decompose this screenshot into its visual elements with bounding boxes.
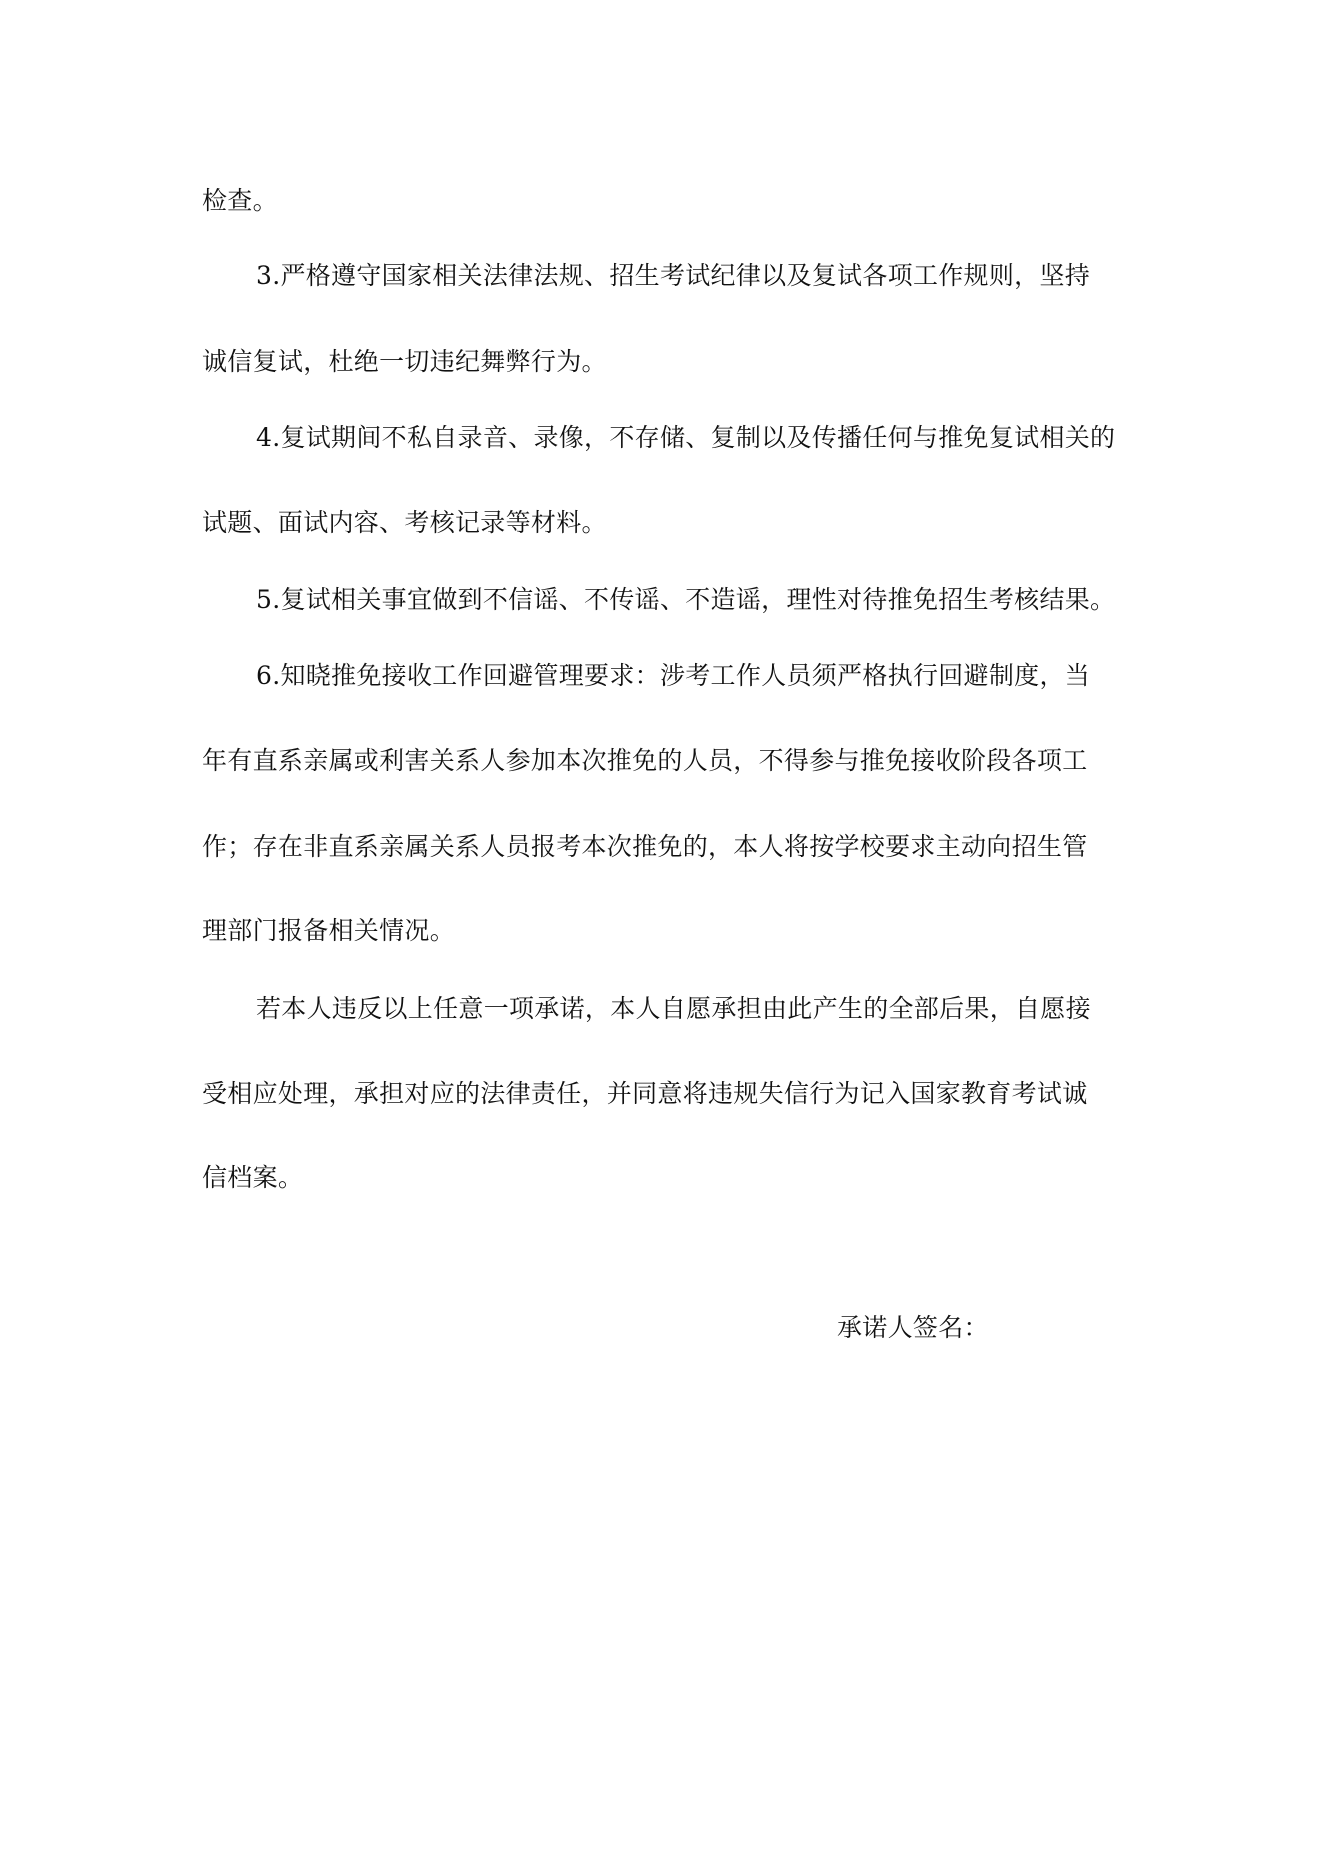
text-line: 若本人违反以上任意一项承诺，本人自愿承担由此产生的全部后果，自愿接 (256, 994, 1091, 1023)
text-line: 受相应处理，承担对应的法律责任，并同意将违规失信行为记入国家教育考试诚 (202, 1079, 1088, 1108)
text-line: 5.复试相关事宜做到不信谣、不传谣、不造谣，理性对待推免招生考核结果。 (256, 585, 1116, 614)
text-line: 诚信复试，杜绝一切违纪舞弊行为。 (202, 347, 607, 376)
text-line: 信档案。 (202, 1163, 304, 1192)
signature-label: 承诺人签名： (837, 1313, 989, 1342)
text-line: 4.复试期间不私自录音、录像，不存储、复制以及传播任何与推免复试相关的 (256, 423, 1116, 452)
text-line: 作；存在非直系亲属关系人员报考本次推免的，本人将按学校要求主动向招生管 (202, 832, 1088, 861)
text-line: 年有直系亲属或利害关系人参加本次推免的人员，不得参与推免接收阶段各项工 (202, 746, 1088, 775)
text-line: 检查。 (202, 186, 278, 215)
text-line: 理部门报备相关情况。 (202, 916, 456, 945)
text-line: 试题、面试内容、考核记录等材料。 (202, 508, 607, 537)
text-line: 6.知晓推免接收工作回避管理要求：涉考工作人员须严格执行回避制度，当 (256, 661, 1091, 690)
text-line: 3.严格遵守国家相关法律法规、招生考试纪律以及复试各项工作规则，坚持 (256, 261, 1091, 290)
